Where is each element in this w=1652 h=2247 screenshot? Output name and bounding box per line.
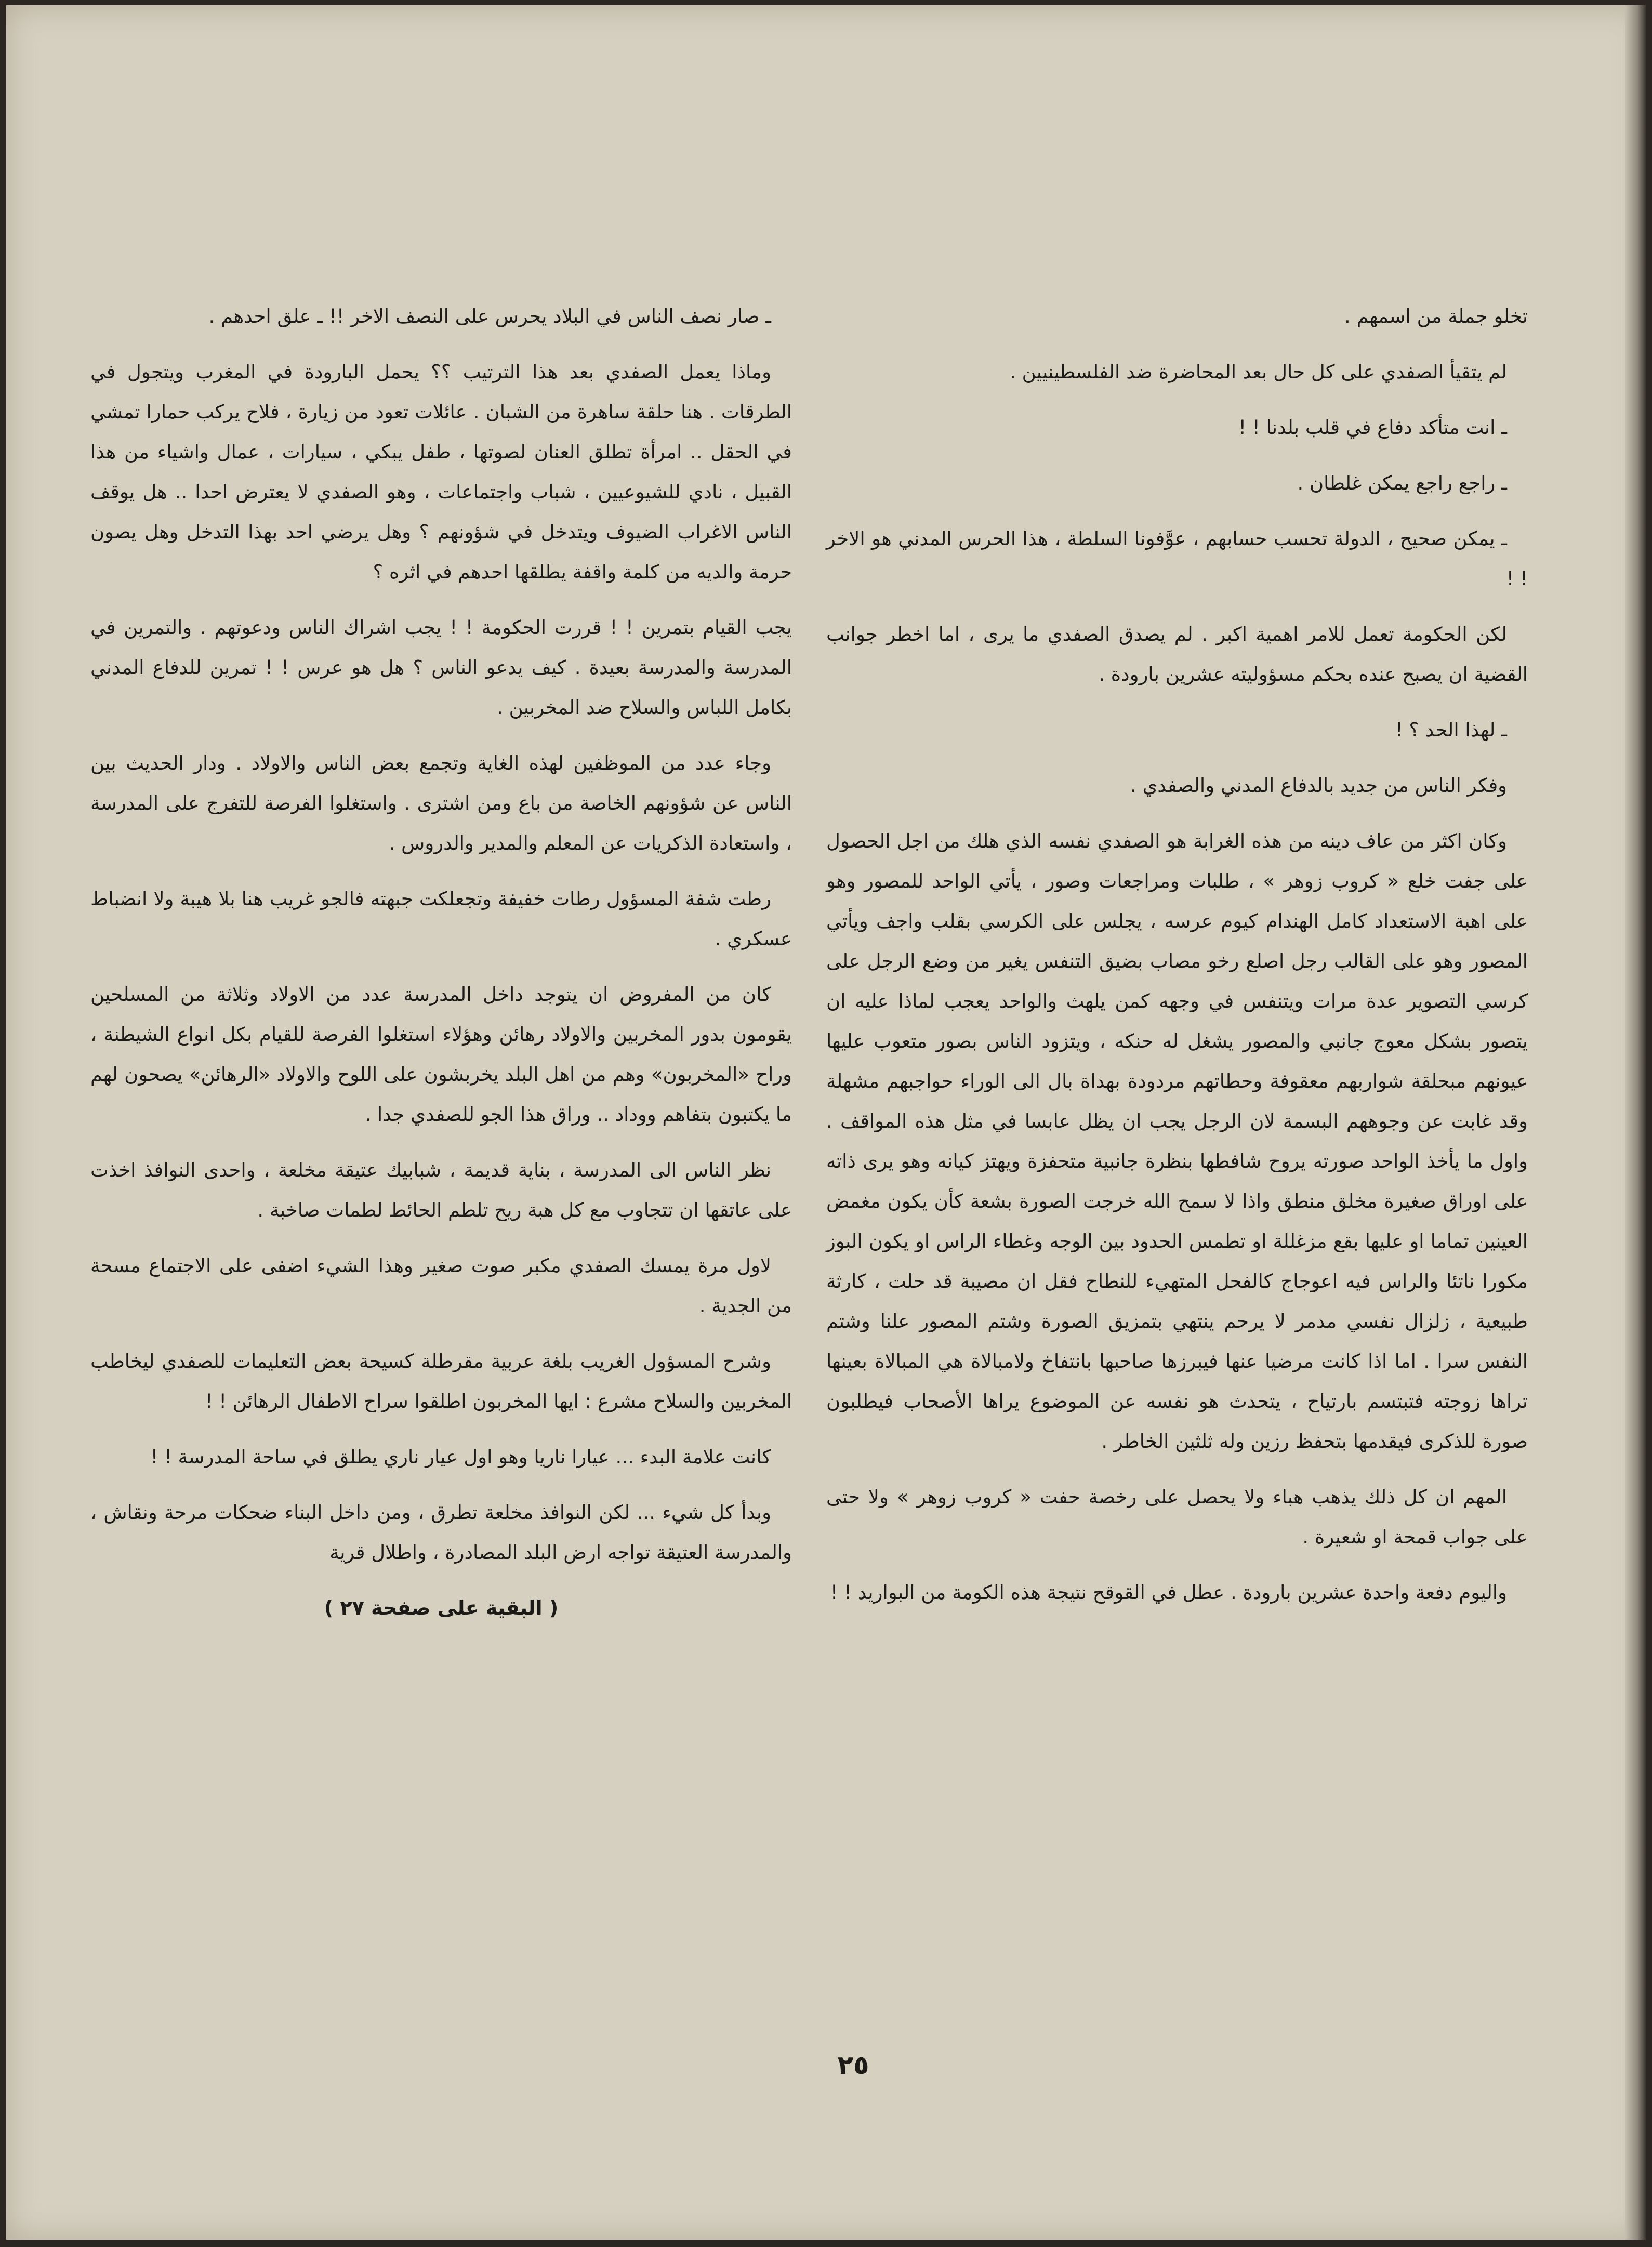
paragraph: لم يتقيأ الصفدي على كل حال بعد المحاضرة ضد الفلسطينيين . [1010,361,1507,383]
paragraph: ـ صار نصف الناس في البلاد يحرس على النصف الاخر !! ـ علق احدهم . [208,305,771,327]
paragraph: لاول مرة يمسك الصفدي مكبر صوت صغير وهذا الشيء اضفى على الاجتماع مسحة من الجدية . [90,1254,792,1317]
paragraph: كان من المفروض ان يتوجد داخل المدرسة عدد من الاولاد وثلاثة من المسلحين يقومون بدور المخربين والاولاد رهائن وهؤلاء استغلوا الفرصة للقيام بكل انواع الشيطنة ، وراح «المخربون» وهم من اهل البلد يخربشون على اللوح والاولاد «الرهائن» يصحون لهم ما يكتبون بتفاهم ووداد .. وراق هذا الجو للصفدي جدا . [90,983,792,1126]
paragraph: وماذا يعمل الصفدي بعد هذا الترتيب ؟؟ يحمل البارودة في المغرب ويتجول في الطرقات . هنا حلقة ساهرة من الشبان . عائلات تعود من زيارة ، فلاح يركب حمارا تمشي في الحقل .. امرأة تطلق العنان لصوتها ، طفل يبكي ، سيارات ، عمال واشياء من هذا القبيل ، نادي للشيوعيين ، شباب واجتماعات ، وهو الصفدي لا يعترض احدا .. هل يوقف الناس الاغراب الضيوف ويتدخل في شؤونهم ؟ وهل يرضي احد بهذا التدخل وهل يصون حرمة والديه من كلمة واقفة يطلقها احدهم في اثره ؟ [90,361,792,583]
paragraph: واليوم دفعة واحدة عشرين بارودة . عطل في القوقح نتيجة هذه الكومة من البواريد ! ! [830,1581,1507,1604]
paragraph: ـ راجع راجع يمكن غلطان . [1297,472,1507,494]
paragraph: تخلو جملة من اسمهم . [1344,305,1528,327]
paragraph: نظر الناس الى المدرسة ، بناية قديمة ، شبابيك عتيقة مخلعة ، واحدى النوافذ اخذت على عاتقها ان تتجاوب مع كل هبة ريح تلطم الحائط لطمات صاخبة . [90,1159,792,1221]
paragraph: وشرح المسؤول الغريب بلغة عربية مقرطلة كسيحة بعض التعليمات للصفدي ليخاطب المخربين والسلاح مشرع : ايها المخربون اطلقوا سراح الاطفال الرهائن ! ! [90,1350,792,1412]
binding-edge [1625,5,1646,2240]
paragraph: ـ لهذا الحد ؟ ! [1395,719,1507,741]
paragraph: يجب القيام بتمرين ! ! قررت الحكومة ! ! يجب اشراك الناس ودعوتهم . والتمرين في المدرسة والمدرسة بعيدة . كيف يدعو الناس ؟ هل هو عرس ! ! تمرين للدفاع المدني بكامل اللباس والسلاح ضد المخربين . [90,616,792,719]
paragraph: ـ يمكن صحيح ، الدولة تحسب حسابهم ، عوَّفونا السلطة ، هذا الحرس المدني هو الاخر ! ! [826,527,1528,590]
right-column [826,296,1528,1628]
paragraph: وبدأ كل شيء ... لكن النوافذ مخلعة تطرق ، ومن داخل البناء ضحكات مرحة ونقاش ، والمدرسة العتيقة تواجه ارض البلد المصادرة ، واطلال قرية [90,1501,792,1564]
paragraph: المهم ان كل ذلك يذهب هباء ولا يحصل على رخصة حفت « كروب زوهر » ولا حتى على جواب قمحة او شعيرة . [826,1486,1528,1548]
magazine-page [6,5,1646,2240]
paragraph: وفكر الناس من جديد بالدفاع المدني والصفدي . [1130,774,1507,797]
paragraph: ـ انت متأكد دفاع في قلب بلدنا ! ! [1238,416,1507,439]
paragraph: وكان اكثر من عاف دينه من هذه الغرابة هو الصفدي نفسه الذي هلك من اجل الحصول على جفت خلع « كروب زوهر » ، طلبات ومراجعات وصور ، يأتي الواحد للمصور وهو على اهبة الاستعداد كامل الهندام كيوم عرسه ، يجلس على الكرسي بقلب واجف ويأتي المصور وهو على القالب رجل اصلع رخو مصاب بضيق التنفس يغير من وضع الرجل على كرسي التصوير عدة مرات ويتنفس في وجهه كمن يلهث والواحد يعجب لماذا عليه ان يتصور بشكل معوج جانبي والمصور يشغل له حنكه ، ويتزود الناس بصور متعوب عليها عيونهم مبحلقة شواربهم معقوفة وحطاتهم مردودة بهداة بال الى الوراء حواجبهم مشهلة وقد غابت عن وجوههم البسمة لان الرجل يجب ان يظل عابسا في مثل هذه المواقف . واول ما يأخذ الواحد صورته يروح شافطها بنظرة جانبية متحفزة ويهتز كيانه وهو يرى ذاته على اوراق صغيرة مخلق منطق واذا لا سمح الله خرجت الصورة بشعة كأن يكون مغمض العينين تماما او عليها بقع مزغللة او تطمس الحدود بين الوجه وغطاء الراس او يكون البوز مكورا ناتئا والراس فيه اعوجاج كالفحل المتهيء للنطاح فقل ان مصيبة قد حلت ، كارثة طبيعية ، زلزال نفسي مدمر لا يرحم ينتهي بتمزيق الصورة وشتم المصور علنا وشتم النفس سرا . اما اذا كانت مرضيا عنها فيبرزها صاحبها بانتفاخ ولامبالاة هي المبالاة بعينها تراها زوجته فتبتسم بارتياح ، يتحدث هو نفسه عن الموضوع يراها الأصحاب فيطلبون صورة للذكرى فيقدمها بتحفظ رزين وله ثلثين الخاطر . [826,830,1528,1452]
paragraph: وجاء عدد من الموظفين لهذه الغاية وتجمع بعض الناس والاولاد . ودار الحديث بين الناس عن شؤونهم الخاصة من باع ومن اشترى . واستغلوا الفرصة للتفرج على المدرسة ، واستعادة الذكريات عن المعلم والمدير والدروس . [90,752,792,854]
left-column [90,296,792,1628]
paragraph: كانت علامة البدء ... عيارا ناريا وهو اول عيار ناري يطلق في ساحة المدرسة ! ! [150,1446,771,1468]
paragraph: رطت شفة المسؤول رطات خفيفة وتجعلكت جبهته فالجو غريب هنا بلا هيبة ولا انضباط عسكري . [90,888,792,950]
page-number: ٢٥ [837,2050,869,2080]
paragraph: لكن الحكومة تعمل للامر اهمية اكبر . لم يصدق الصفدي ما يرى ، اما اخطر جوانب القضية ان يصبح عنده بحكم مسؤوليته عشرين بارودة . [826,623,1528,685]
continued-note: ( البقية على صفحة ٢٧ ) [324,1596,559,1619]
